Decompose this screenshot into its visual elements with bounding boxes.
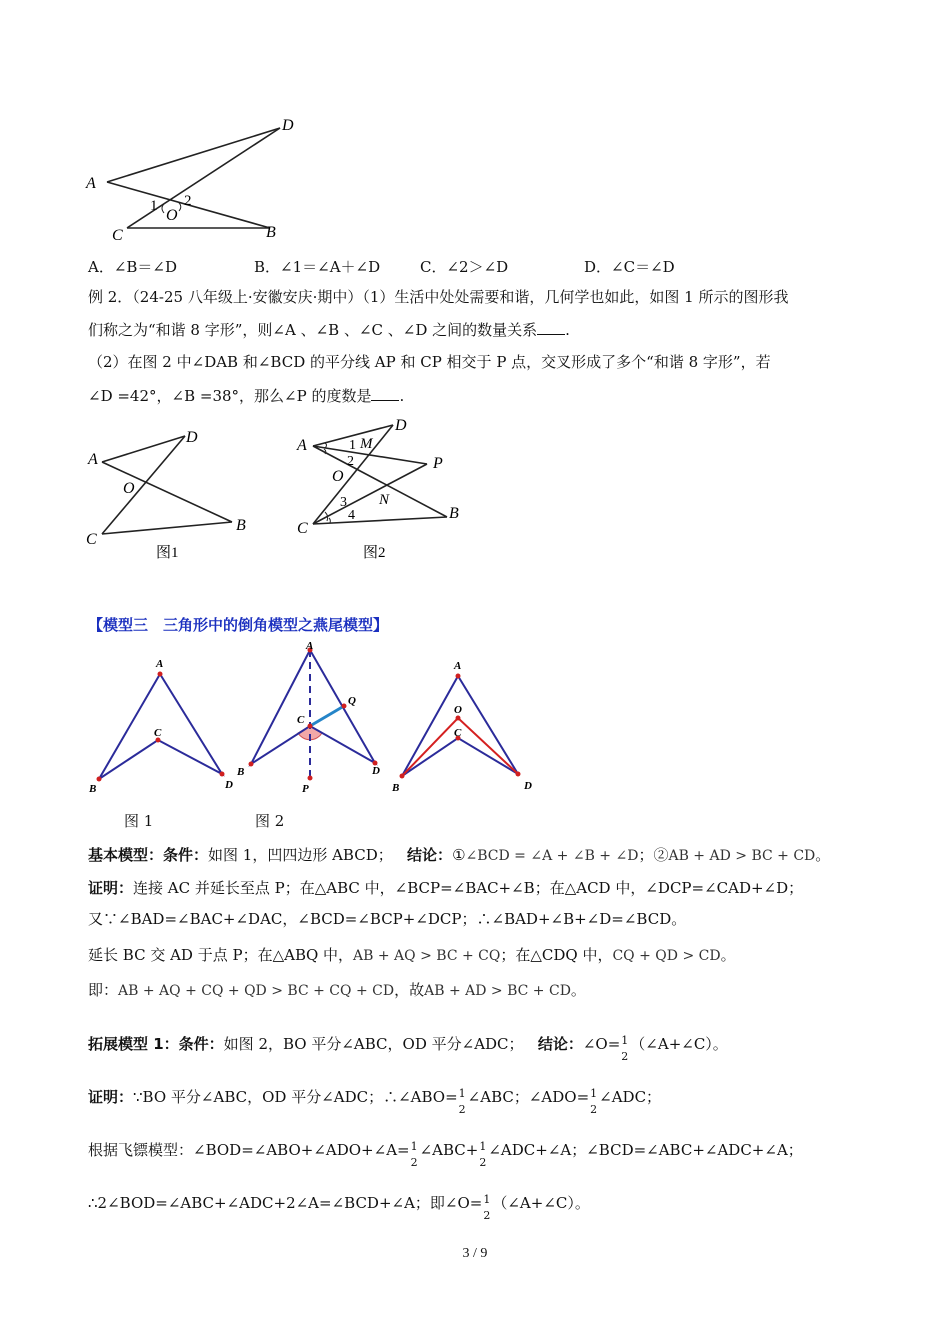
label-d: D [524,780,532,792]
example2-line2 [88,320,570,340]
proof2-line2-mid: ∠ABC+ [419,1141,479,1159]
choice-b: B．∠1＝∠A＋∠D [254,258,381,276]
label-b: B [89,783,97,795]
label-c: C [154,727,162,739]
label-c: C [112,227,123,244]
segment-cb [102,522,232,534]
label-angle-1: 1 [349,438,356,453]
proof1-line3-mid: ；在△CDQ 中， [500,946,613,964]
basic-model-condition: 如图 1，凹四边形 ABCD； [208,846,393,864]
ext1-end: （∠A+∠C）。 [630,1035,728,1053]
label-b: B [237,766,245,778]
figure-top-8-shape [80,110,310,250]
example2-line4-text: ∠D =42°，∠B =38°，那么∠P 的度数是 [88,387,372,405]
basic-model-conclusion-label: 结论： [407,846,453,864]
model3-figure-2-caption: 图 2 [255,812,285,830]
basic-model-line [88,845,830,866]
label-p: P [302,783,309,795]
ext1-angle-o: ∠O= [582,1035,621,1053]
proof1-line4-text: 即： [88,981,119,999]
point-a [456,674,461,679]
choice-d: D．∠C＝∠D [584,258,675,276]
proof1-line4-end: 。 [570,981,586,999]
point-p [308,776,313,781]
label-angle-2: 2 [347,454,354,469]
point-b [400,774,405,779]
example2-line4-end: . [399,387,405,405]
label-q: Q [348,695,356,707]
label-a: A [156,658,164,670]
example2-line1: 例 2．（24-25 八年级上·安徽安庆·期中）（1）生活中处处需要和谐，几何学也如此，如图 1 所示的图形我 [88,288,789,306]
basic-model-circle-2: ；② [638,846,669,864]
example2-line4 [88,386,404,406]
angle-1-arc [325,443,327,448]
proof1-line4-formula-2: AB + AD > BC + CD [424,983,571,999]
proof1-line3-formula-2: CQ + QD > CD [612,948,721,964]
proof2-line3-text: ∴2∠BOD=∠ABC+∠ADC+2∠A=∠BCD+∠A；即∠O= [88,1194,483,1212]
label-c: C [297,520,308,537]
label-p: P [433,455,443,472]
label-angle-2: 2 [184,193,192,209]
model3-figure-1-caption: 图 1 [124,812,154,830]
figure-caption: 图1 [156,545,179,561]
point-d [516,772,521,777]
section-heading-model3: 【模型三 三角形中的倒角模型之燕尾模型】 [88,616,389,634]
proof2-line1-mid: ∠ABC；∠ADO= [467,1088,590,1106]
segment-cb [313,517,447,524]
label-b: B [266,224,276,241]
basic-model-circle-1: ① [452,846,466,864]
segment-cq [310,706,344,726]
segment-cd [102,436,185,534]
label-c: C [454,727,462,739]
proof1-line3-text: 延长 BC 交 AD 于点 P；在△ABQ 中， [88,946,354,964]
label-d: D [186,429,198,446]
basic-model-label: 基本模型：条件： [88,846,209,864]
proof1-line3 [88,945,736,966]
proof2-line3-end: （∠A+∠C）。 [492,1194,590,1212]
basic-model-formula-1: ∠BCD = ∠A + ∠B + ∠D [465,848,639,864]
label-a: A [86,175,96,192]
proof1-line4-formula-1: AB + AQ + CQ + QD > BC + CQ + CD [118,983,395,999]
point-b [249,762,254,767]
point-o [456,716,461,721]
label-b: B [236,517,246,534]
proof1-line2: 又∵∠BAD=∠BAC+∠DAC，∠BCD=∠BCP+∠DCP；∴∠BAD+∠B+∠D=∠BCD。 [88,910,687,928]
proof1-line3-formula-1: AB + AQ > BC + CQ [353,948,501,964]
answer-blank-1 [537,320,565,335]
ext1-conclusion-label: 结论： [537,1035,583,1053]
example2-line3: （2）在图 2 中∠DAB 和∠BCD 的平分线 AP 和 CP 相交于 P 点，交叉形成了多个“和谐 8 字形”，若 [88,353,771,371]
model3-figure-2 [232,640,392,800]
proof1-line4-mid: ，故 [394,981,425,999]
figure-caption: 图2 [363,545,386,561]
proof1-line3-end: 。 [720,946,736,964]
label-c: C [297,714,305,726]
label-o: O [123,480,135,497]
label-d: D [282,117,294,134]
label-o: O [454,704,462,716]
segment-ad [107,128,280,182]
label-angle-4: 4 [348,508,355,523]
ext1-condition: 如图 2，BO 平分∠ABC，OD 平分∠ADC； [223,1035,524,1053]
point-q [342,704,347,709]
basic-model-end: 。 [815,846,831,864]
proof2-line1-end: ∠ADC； [599,1088,662,1106]
label-o: O [166,207,178,224]
point-b [97,777,102,782]
label-o: O [332,468,344,485]
label-m: M [360,436,373,452]
model3-figure-1 [82,652,245,802]
proof1-label: 证明： [88,879,134,897]
segment-ab [102,462,232,522]
figure-example2-1 [80,420,270,570]
ext1-label: 拓展模型 1：条件： [88,1035,224,1053]
label-angle-1: 1 [150,198,158,214]
proof2-line1: 证明：∵BO 平分∠ABC，OD 平分∠ADC；∴∠ABO= 1 2 ∠ABC；∠ADO= 1 2 ∠ADC； [88,1087,662,1116]
segment-ad [102,436,185,462]
angle-4-arc [329,518,330,523]
example2-line2-end: . [565,321,570,339]
segment-cp [313,464,427,524]
point-d [220,772,225,777]
page-number: 3 / 9 [462,1246,488,1261]
label-d: D [225,779,233,791]
label-d: D [395,417,407,434]
choice-c: C．∠2＞∠D [420,258,509,276]
answer-blank-2 [371,386,399,401]
proof2-line2: 根据飞镖模型：∠BOD=∠ABO+∠ADO+∠A= 1 2 ∠ABC+ 1 2 ∠ADC+∠A；∠BCD=∠ABC+∠ADC+∠A； [88,1140,803,1169]
label-n: N [379,492,390,508]
example2-line2-text: 们称之为“和谐 8 字形”，则∠A 、∠B 、∠C 、∠D 之间的数量关系 [88,321,538,339]
label-a: A [297,437,307,454]
label-a: A [306,640,314,652]
proof2-line3: ∴2∠BOD=∠ABC+∠ADC+2∠A=∠BCD+∠A；即∠O= 1 2 （∠A+∠C）。 [88,1193,590,1222]
proof2-label: 证明： [88,1088,134,1106]
concave-quadrilateral [251,650,375,764]
model3-figure-3 [384,652,544,802]
label-d: D [372,765,380,777]
label-c: C [86,531,97,548]
ext1-line: 拓展模型 1：条件：如图 2，BO 平分∠ABC，OD 平分∠ADC； 结论：∠O= 1 2 （∠A+∠C）。 [88,1034,728,1063]
concave-quadrilateral [402,676,518,776]
proof2-line2-text: 根据飞镖模型：∠BOD=∠ABO+∠ADO+∠A= [88,1141,410,1159]
proof1-line4 [88,980,586,1001]
label-a: A [88,451,98,468]
label-a: A [454,660,462,672]
proof2-line1-text: ∵BO 平分∠ABC，OD 平分∠ADC；∴∠ABO= [133,1088,458,1106]
choice-a: A．∠B＝∠D [88,258,178,276]
label-b: B [449,505,459,522]
point-c [308,724,313,729]
proof1-line1-text: 连接 AC 并延长至点 P；在△ABC 中，∠BCP=∠BAC+∠B；在△ACD 中，∠DCP=∠CAD+∠D； [133,879,804,897]
proof2-line2-end: ∠ADC+∠A；∠BCD=∠ABC+∠ADC+∠A； [488,1141,803,1159]
label-angle-3: 3 [340,495,347,510]
label-b: B [392,782,400,794]
proof1-line1 [88,878,803,898]
figure-example2-2 [285,412,485,572]
point-a [158,672,163,677]
basic-model-formula-2: AB + AD > BC + CD [668,848,816,864]
